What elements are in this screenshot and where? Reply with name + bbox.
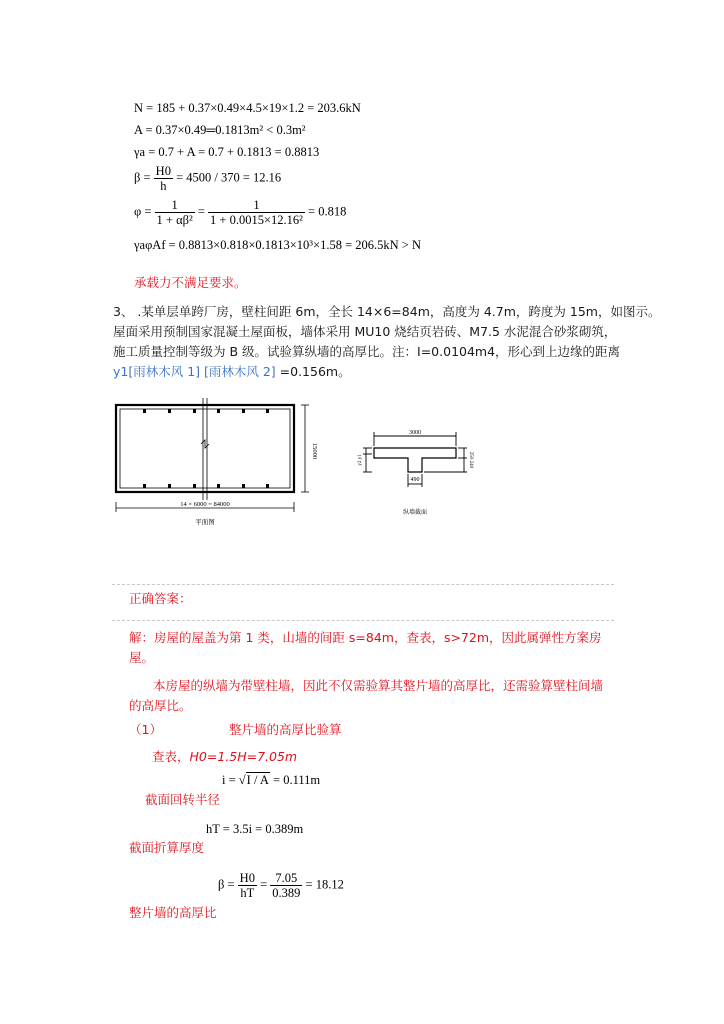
thickness-label: 截面折算厚度 — [129, 840, 205, 855]
separator-top — [112, 584, 614, 585]
step-title: 整片墙的高厚比验算 — [229, 722, 342, 737]
phi-fraction-1 — [155, 198, 195, 227]
lookup-formula: H0=1.5H=7.05m — [189, 749, 298, 764]
phi-denominator-1: 1 + αβ² — [156, 213, 193, 227]
formula-thickness: hT = 3.5i = 0.389m — [206, 822, 304, 836]
beta2-equals: = — [260, 877, 268, 892]
step-number: （1） — [129, 722, 162, 737]
beta2-denominator-1: hT — [240, 886, 255, 900]
formula-capacity: γaφAf = 0.8813×0.818×0.1813×10³×1.58 = 206.5kN > N — [134, 238, 421, 252]
phi-rhs: = 0.818 — [308, 204, 347, 219]
beta2-numerator-1: H0 — [239, 871, 255, 885]
conclusion-text: 承载力不满足要求。 — [134, 275, 247, 290]
solution-line-1b: 屋。 — [129, 650, 155, 665]
radius-lhs: i = — [222, 773, 239, 787]
formula-axial-force: N = 185 + 0.37×0.49×4.5×19×1.2 = 203.6kN — [134, 101, 361, 115]
comment-link[interactable]: y1[雨林木风 1] [雨林木风 2] — [113, 364, 276, 379]
lookup-line — [152, 747, 297, 767]
section-caption: 纵墙截面 — [402, 509, 428, 516]
beta-label: 整片墙的高厚比 — [129, 905, 217, 920]
formula-beta — [134, 164, 281, 193]
problem-line-4 — [113, 362, 351, 382]
formula-gamma-a: γa = 0.7 + A = 0.7 + 0.1813 = 0.8813 — [134, 145, 320, 159]
answer-heading: 正确答案： — [129, 591, 192, 606]
problem-line-4-rest: =0.156m。 — [275, 364, 351, 379]
beta-denominator: h — [160, 179, 167, 193]
beta2-numerator-2: 7.05 — [270, 871, 302, 886]
formula-radius — [222, 773, 320, 788]
beta2-rhs: = 18.12 — [305, 877, 344, 892]
plan-dim-bottom-label: 14 × 6000 = 84000 — [180, 501, 230, 508]
phi-numerator-1: 1 — [155, 198, 195, 213]
formula-phi — [134, 198, 346, 227]
sqrt-symbol: √ — [238, 773, 246, 787]
beta-numerator: H0 — [155, 164, 171, 178]
phi-equals: = — [197, 204, 205, 219]
problem-line-2: 屋面采用预制国家混凝土屋面板，墙体采用 MU10 烧结页岩砖、M7.5 水泥混合砂浆砌筑， — [113, 324, 617, 339]
section-dim-left-label: y2 y1 — [358, 454, 363, 466]
beta2-fraction-1 — [238, 871, 257, 900]
section-dim-right-label: 250 240 — [468, 451, 473, 469]
formula-area: A = 0.37×0.49═0.1813m² < 0.3m² — [134, 123, 306, 137]
beta2-fraction-2 — [270, 871, 302, 900]
problem-line-1: 3、 .某单层单跨厂房，壁柱间距 6m，全长 14×6=84m，高度为 4.7m，跨度为 15m，如图示。 — [113, 304, 661, 319]
phi-lhs: φ = — [134, 204, 152, 219]
section-dim-bottom-label: 490 — [410, 477, 420, 483]
radius-rhs: = 0.111m — [269, 773, 321, 787]
beta2-denominator-2: 0.389 — [272, 886, 301, 900]
plan-pilasters — [143, 409, 269, 488]
phi-numerator-2: 1 — [208, 198, 305, 213]
beta-lhs: β = — [134, 170, 151, 185]
formula-beta-result — [218, 871, 344, 900]
phi-denominator-2: 1 + 0.0015×12.16² — [210, 213, 303, 227]
plan-caption: 平面图 — [195, 518, 215, 526]
solution-line-2b: 的高厚比。 — [129, 698, 192, 713]
solution-line-2: 本房屋的纵墙为带壁柱墙，因此不仅需验算其整片墙的高厚比，还需验算壁柱间墙 — [153, 678, 604, 693]
separator-bottom — [112, 620, 614, 621]
beta-fraction — [154, 164, 173, 193]
plan-figure — [108, 396, 334, 538]
t-section-outline — [374, 448, 456, 472]
lookup-prefix: 查表， — [152, 749, 190, 764]
beta2-lhs: β = — [218, 877, 235, 892]
section-dim-top-label: 3000 — [409, 430, 421, 436]
plan-dim-right-label: 15000 — [311, 442, 318, 460]
beta-rhs: = 4500 / 370 = 12.16 — [176, 170, 282, 185]
radius-label: 截面回转半径 — [145, 792, 221, 807]
solution-line-1: 解：房屋的屋盖为第 1 类，山墙的间距 s=84m，查表，s>72m，因此属弹性方案房 — [129, 630, 602, 645]
section-figure — [356, 426, 476, 518]
radius-sqrt-content: I / A — [246, 773, 269, 787]
problem-line-3: 施工质量控制等级为 B 级。试验算纵墙的高厚比。注：I=0.0104m4，形心到上边缘的距离 — [113, 344, 621, 359]
phi-fraction-2 — [208, 198, 305, 227]
plan-break-symbol — [201, 440, 209, 448]
